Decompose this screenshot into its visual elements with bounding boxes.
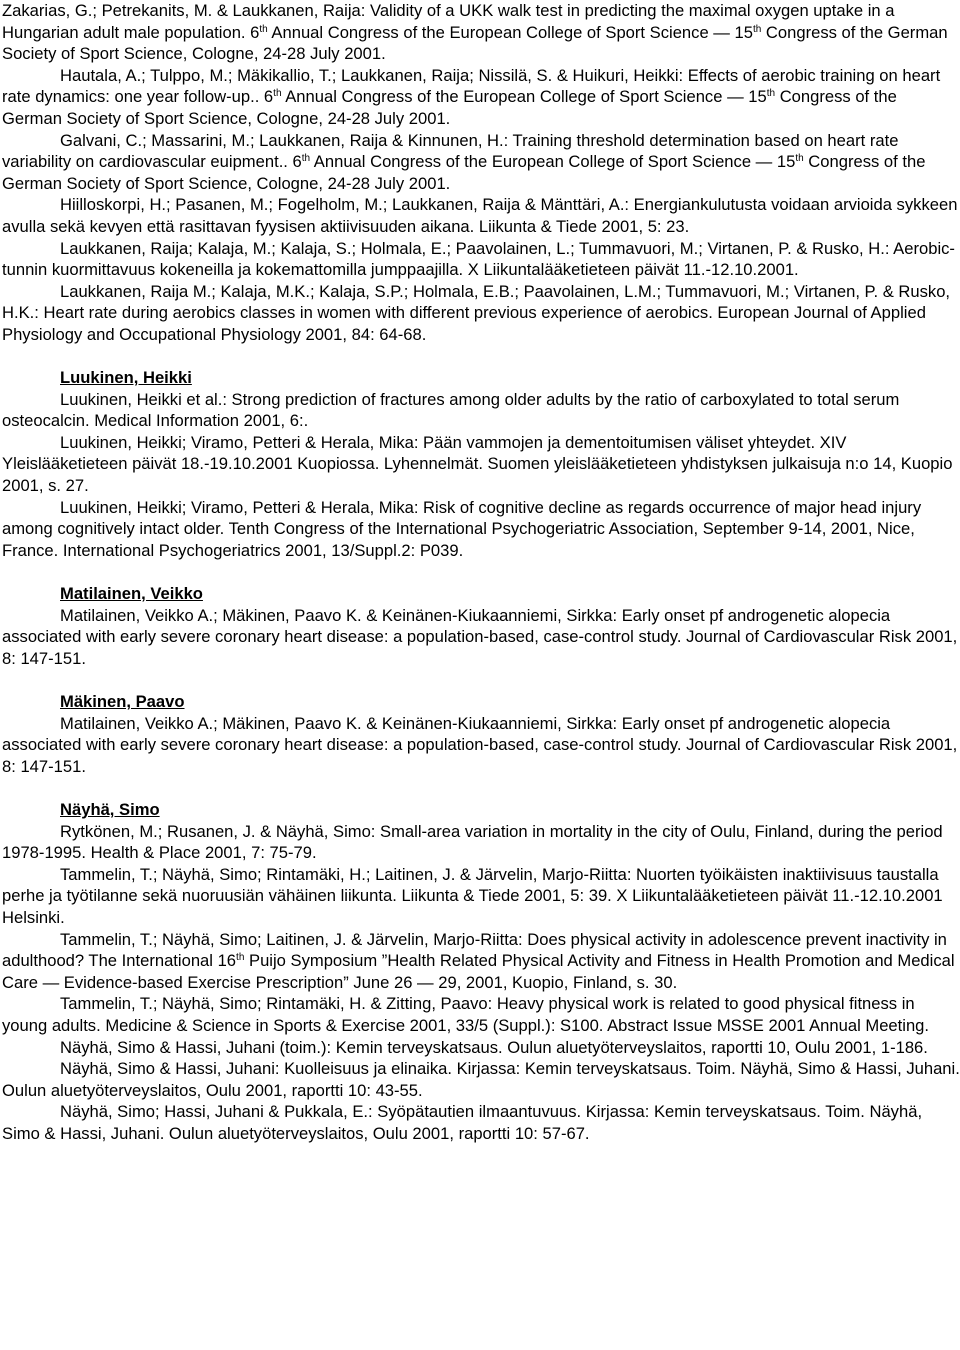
reference-entry: Näyhä, Simo; Hassi, Juhani & Pukkala, E.: Syöpätautien ilmaantuvuus. Kirjassa: Kemin terveyskatsaus. Toim. Näyhä, Simo & Hassi, Juhani. Oulun aluetyöterveyslaitos, Oulu 2001, raportti 10: 57-67. <box>2 1102 923 1143</box>
reference-entry: Matilainen, Veikko A.; Mäkinen, Paavo K. & Keinänen-Kiukaanniemi, Sirkka: Early onset pf androgenetic alopecia associated with early severe coronary heart disease: a population-based, case-control study. Journal of Cardiovascular Risk 2001, 8: 147-151. <box>2 713 958 776</box>
reference-entry: Galvani, C.; Massarini, M.; Laukkanen, Raija & Kinnunen, H.: Training threshold determination based on heart rate variability on cardiovascular euipment.. 6th Annual Congress of the European College of Sport Science — 15th Congress of the German Society of Sport Science, Cologne, 24-28 July 2001. <box>2 130 926 193</box>
reference-entry: Hautala, A.; Tulppo, M.; Mäkikallio, T.; Laukkanen, Raija; Nissilä, S. & Huikuri, Heikki: Effects of aerobic training on heart rate dynamics: one year follow-up.. 6th Annual Congress of the European College of Sport Science — 15th Congress of the German Society of Sport Science, Cologne, 24-28 July 2001. <box>2 65 941 128</box>
reference-entry: Laukkanen, Raija M.; Kalaja, M.K.; Kalaja, S.P.; Holmala, E.B.; Paavolainen, L.M.; Tummavuori, M.; Virtanen, P. & Rusko, H.K.: Heart rate during aerobics classes in women with different previous experience of aerobics. European Journal of Applied Physiology and Occupational Physiology 2001, 84: 64-68. <box>2 281 951 344</box>
bibliography-section <box>0 0 960 346</box>
reference-entry: Zakarias, G.; Petrekanits, M. & Laukkanen, Raija: Validity of a UKK walk test in predicting the maximal oxygen uptake in a Hungarian adult male population. 6th Annual Congress of the European College of Sport Science — 15th Congress of the German Society of Sport Science, Cologne, 24-28 July 2001. <box>2 1 948 64</box>
author-heading: Mäkinen, Paavo <box>60 692 185 711</box>
reference-entry: Tammelin, T.; Näyhä, Simo; Rintamäki, H. & Zitting, Paavo: Heavy physical work is related to good physical fitness in young adults. Medicine & Science in Sports & Exercise 2001, 33/5 (Suppl.): S100. Abstract Issue MSSE 2001 Annual Meeting. <box>2 994 930 1035</box>
author-heading: Luukinen, Heikki <box>60 368 192 388</box>
author-heading: Matilainen, Veikko <box>60 584 203 604</box>
reference-entry: Rytkönen, M.; Rusanen, J. & Näyhä, Simo: Small-area variation in mortality in the city of Oulu, Finland, during the period 1978-1995. Health & Place 2001, 7: 75-79. <box>2 821 943 863</box>
reference-entry: Hiilloskorpi, H.; Pasanen, M.; Fogelholm, M.; Laukkanen, Raija & Mänttäri, A.: Energiankulutusta voidaan arvioida sykkeen avulla sekä kevyen että rasittavan fyysisen aktiivisuuden aikana. Liikunta & Tiede 2001, 5: 23. <box>2 195 958 236</box>
bibliography-section <box>0 583 960 669</box>
reference-entry: Matilainen, Veikko A.; Mäkinen, Paavo K. & Keinänen-Kiukaanniemi, Sirkka: Early onset pf androgenetic alopecia associated with early severe coronary heart disease: a population-based, case-control study. Journal of Cardiovascular Risk 2001, 8: 147-151. <box>2 605 958 668</box>
reference-entry: Tammelin, T.; Näyhä, Simo; Laitinen, J. & Järvelin, Marjo-Riitta: Does physical activity in adolescence prevent inactivity in adulthood? The International 16th Puijo Symposium ”Health Related Physical Activity and Fitness in Health Promotion and Medical Care — Evidence-based Exercise Prescription” June 26 — 29, 2001, Kuopio, Finland, s. 30. <box>2 929 955 992</box>
reference-entry: Luukinen, Heikki; Viramo, Petteri & Herala, Mika: Risk of cognitive decline as regards occurrence of major head injury among cognitively intact older. Tenth Congress of the International Psychogeriatric Association, September 9-14, 2001, Nice, France. International Psychogeriatrics 2001, 13/Suppl.2: P039. <box>2 497 922 560</box>
reference-entry: Luukinen, Heikki et al.: Strong prediction of fractures among older adults by the ratio of carboxylated to total serum osteocalcin. Medical Information 2001, 6:. <box>2 389 900 431</box>
bibliography-section <box>0 799 960 1145</box>
reference-entry: Näyhä, Simo & Hassi, Juhani (toim.): Kemin terveyskatsaus. Oulun aluetyöterveyslaitos, raportti 10, Oulu 2001, 1-186. <box>60 1037 928 1057</box>
reference-entry: Tammelin, T.; Näyhä, Simo; Rintamäki, H.; Laitinen, J. & Järvelin, Marjo-Riitta: Nuorten työikäisten inaktiivisuus taustalla perhe ja työtilanne sekä nuoruusiän vähäinen liikunta. Liikunta & Tiede 2001, 5: 39. X Liikuntalääketieteen päivät 11.-12.10.2001 Helsinki. <box>2 864 943 927</box>
reference-entry: Näyhä, Simo & Hassi, Juhani: Kuolleisuus ja elinaika. Kirjassa: Kemin terveyskatsaus. Toim. Näyhä, Simo & Hassi, Juhani. Oulun aluetyöterveyslaitos, Oulu 2001, raportti 10: 43-55. <box>2 1059 960 1100</box>
author-heading: Näyhä, Simo <box>60 799 160 819</box>
reference-entry: Laukkanen, Raija; Kalaja, M.; Kalaja, S.; Holmala, E.; Paavolainen, L.; Tummavuori, M.; Virtanen, P. & Rusko, H.: Aerobic-tunnin kuormittavuus kokeneilla ja kokemattomilla jumppaajilla. X Liikuntalääketieteen päivät 11.-12.10.2001. <box>2 238 955 280</box>
bibliography-section <box>0 367 960 561</box>
reference-entry: Luukinen, Heikki; Viramo, Petteri & Herala, Mika: Pään vammojen ja dementoitumisen väliset yhteydet. XIV Yleislääketieteen päivät 18.-19.10.2001 Kuopiossa. Lyhennelmät. Suomen yleislääketieteen yhdistyksen julkaisuja n:o 14, Kuopio 2001, s. 27. <box>2 432 953 496</box>
bibliography-section <box>0 691 960 777</box>
